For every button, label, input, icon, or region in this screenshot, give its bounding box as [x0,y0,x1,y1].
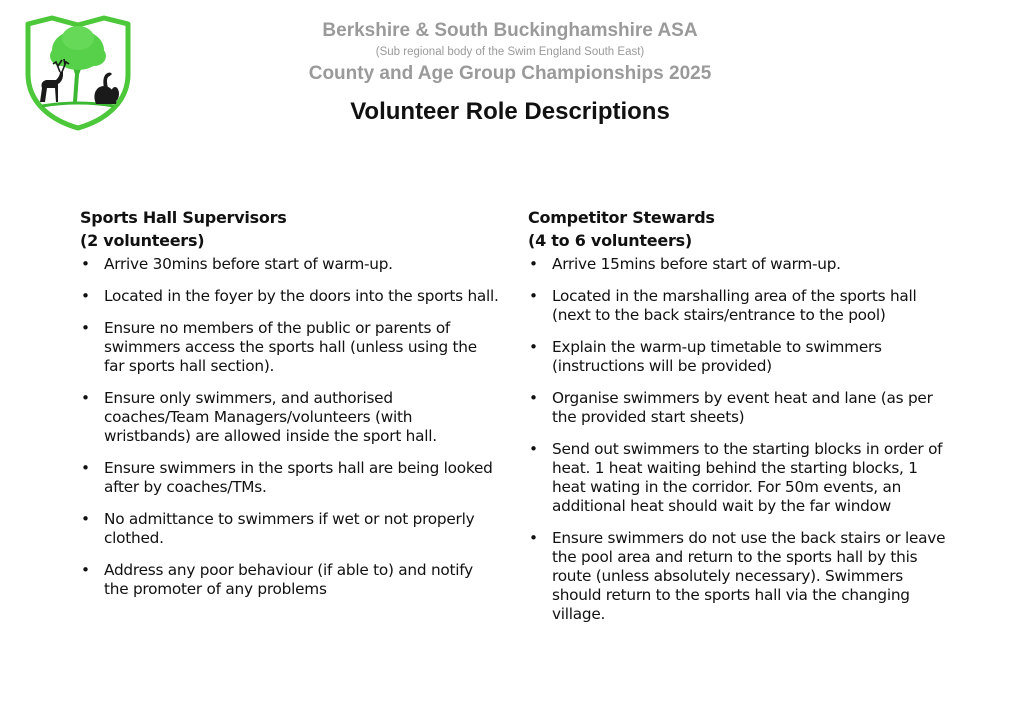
crest-icon [22,14,134,132]
duty-item: • Ensure swimmers do not use the back stairs or leave the pool area and return to the sports hall by this route (unless absolutely necessary). Swimmers should return to the sports hall via the changing village. [528,529,953,624]
duty-item: • Located in the marshalling area of the sports hall (next to the back stairs/entrance to the pool) [528,287,953,325]
duty-item: • Arrive 30mins before start of warm-up. [80,255,500,274]
duty-item: • Address any poor behaviour (if able to) and notify the promoter of any problems [80,561,500,599]
duty-item: • Located in the foyer by the doors into the sports hall. [80,287,500,306]
duty-item: • Ensure no members of the public or parents of swimmers access the sports hall (unless using the far sports hall section). [80,319,500,376]
role-column-competitor-stewards [528,206,953,637]
organisation-name: Berkshire & South Buckinghamshire ASA [322,20,698,41]
organisation-subtitle: (Sub regional body of the Swim England South East) [375,46,645,58]
duty-item: • No admittance to swimmers if wet or not properly clothed. [80,510,500,548]
duty-item: • Send out swimmers to the starting blocks in order of heat. 1 heat waiting behind the starting blocks, 1 heat wating in the corridor. For 50m events, an additional heat should wait by the far window [528,440,953,516]
page-title: Volunteer Role Descriptions [350,98,670,125]
page-header [250,18,770,127]
duty-list [528,255,953,624]
duty-item: • Organise swimmers by event heat and lane (as per the provided start sheets) [528,389,953,427]
role-column-sports-hall-supervisors [80,206,500,612]
duty-item: • Explain the warm-up timetable to swimmers (instructions will be provided) [528,338,953,376]
role-title: Sports Hall Supervisors [80,208,287,227]
duty-item: • Arrive 15mins before start of warm-up. [528,255,953,274]
role-volunteer-count: (4 to 6 volunteers) [528,231,692,250]
duty-item: • Ensure only swimmers, and authorised coaches/Team Managers/volunteers (with wristbands) are allowed inside the sport hall. [80,389,500,446]
role-volunteer-count: (2 volunteers) [80,231,205,250]
role-title: Competitor Stewards [528,208,715,227]
event-name: County and Age Group Championships 2025 [308,63,712,84]
duty-item: • Ensure swimmers in the sports hall are being looked after by coaches/TMs. [80,459,500,497]
duty-list [80,255,500,599]
crest-logo [22,14,134,132]
